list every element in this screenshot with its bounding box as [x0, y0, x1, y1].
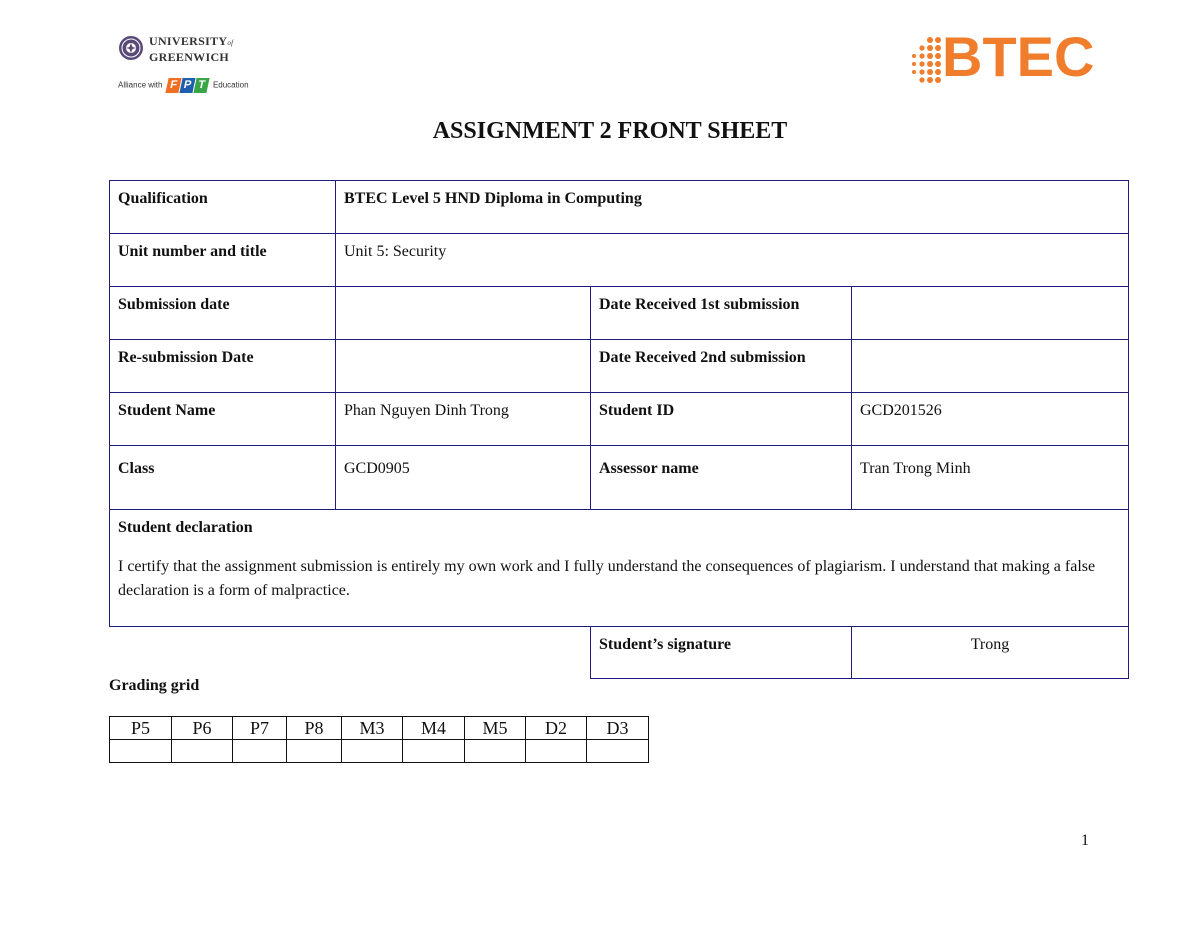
submission-row [110, 287, 1129, 340]
grading-value-row [110, 740, 649, 763]
declaration-text: I certify that the assignment submission is entirely my own work and I fully understand the consequences of plagiarism. I understand that making a false declaration is a form of malpractice. [118, 558, 1096, 599]
unit-row [110, 234, 1129, 287]
grade-cell[interactable] [465, 740, 526, 763]
student-name-value: Phan Nguyen Dinh Trong [336, 393, 591, 446]
grading-header-row [110, 717, 649, 740]
date-received-2-value[interactable] [852, 340, 1129, 393]
grading-grid [109, 716, 649, 763]
unit-value: Unit 5: Security [336, 234, 1129, 287]
student-row [110, 393, 1129, 446]
assessor-label: Assessor name [591, 446, 852, 510]
student-name-label: Student Name [110, 393, 336, 446]
grade-cell[interactable] [342, 740, 403, 763]
university-name: UNIVERSITYof GREENWICH [149, 34, 234, 64]
submission-date-value[interactable] [336, 287, 591, 340]
fpt-logo: F P T [167, 78, 209, 93]
university-seal-icon [118, 35, 144, 61]
grade-header: D2 [526, 717, 587, 740]
date-received-2-label: Date Received 2nd submission [591, 340, 852, 393]
signature-label: Student’s signature [591, 627, 852, 679]
class-row [110, 446, 1129, 510]
student-id-value: GCD201526 [852, 393, 1129, 446]
unit-label: Unit number and title [110, 234, 336, 287]
date-received-1-label: Date Received 1st submission [591, 287, 852, 340]
grade-cell[interactable] [587, 740, 649, 763]
declaration-cell [110, 510, 1129, 627]
btec-logo [908, 25, 1098, 96]
student-id-label: Student ID [591, 393, 852, 446]
qualification-label: Qualification [110, 181, 336, 234]
grade-cell[interactable] [172, 740, 233, 763]
grade-header: P7 [233, 717, 287, 740]
university-of-greenwich-logo [118, 34, 258, 94]
grading-grid-label: Grading grid [109, 677, 200, 694]
submission-date-label: Submission date [110, 287, 336, 340]
resubmission-date-label: Re-submission Date [110, 340, 336, 393]
grade-header: M5 [465, 717, 526, 740]
grade-header: P5 [110, 717, 172, 740]
grade-cell[interactable] [287, 740, 342, 763]
page-title: ASSIGNMENT 2 FRONT SHEET [432, 118, 788, 144]
signature-value[interactable]: Trong [852, 627, 1129, 679]
grade-header: M4 [403, 717, 465, 740]
grade-cell[interactable] [526, 740, 587, 763]
resubmission-date-value[interactable] [336, 340, 591, 393]
grade-header: P8 [287, 717, 342, 740]
grade-cell[interactable] [233, 740, 287, 763]
signature-row [110, 627, 1129, 679]
declaration-row [110, 510, 1129, 627]
date-received-1-value[interactable] [852, 287, 1129, 340]
qualification-row [110, 181, 1129, 234]
declaration-title: Student declaration [118, 519, 253, 536]
signature-spacer [110, 627, 591, 679]
grade-header: M3 [342, 717, 403, 740]
front-sheet-table [109, 180, 1129, 679]
btec-wordmark: BTEC [942, 25, 1095, 88]
grade-header: P6 [172, 717, 233, 740]
grade-cell[interactable] [110, 740, 172, 763]
grade-cell[interactable] [403, 740, 465, 763]
grade-header: D3 [587, 717, 649, 740]
qualification-value: BTEC Level 5 HND Diploma in Computing [336, 181, 1129, 234]
alliance-line: Alliance with F P T Education [118, 79, 249, 91]
class-label: Class [110, 446, 336, 510]
class-value: GCD0905 [336, 446, 591, 510]
resubmission-row [110, 340, 1129, 393]
assessor-value: Tran Trong Minh [852, 446, 1129, 510]
page-number: 1 [1081, 832, 1089, 849]
